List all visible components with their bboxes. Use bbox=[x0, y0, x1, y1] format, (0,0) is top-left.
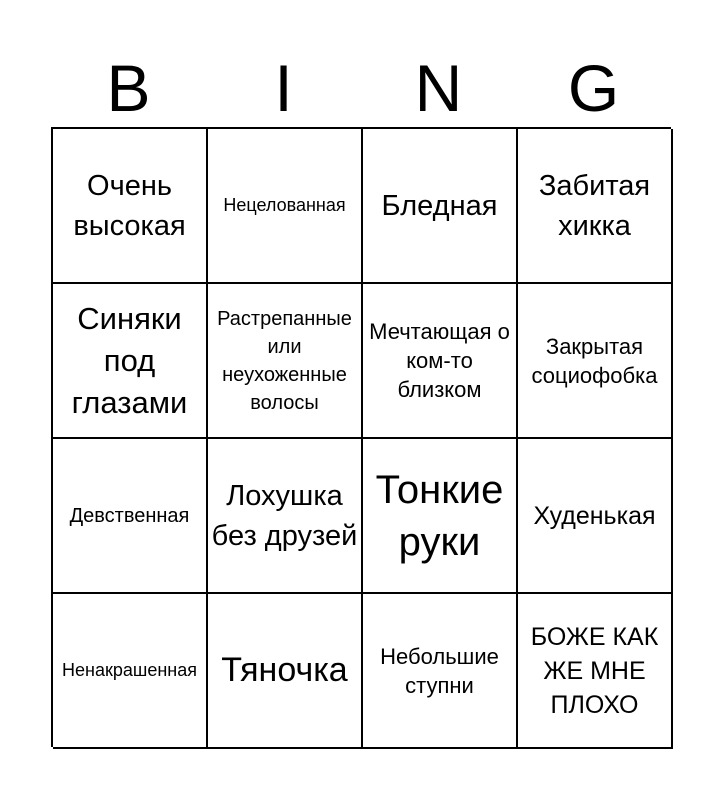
bingo-cell-label: Небольшие ступни bbox=[380, 643, 499, 698]
bingo-cell[interactable] bbox=[363, 284, 518, 439]
header-letter-n: N bbox=[414, 51, 463, 125]
bingo-cell[interactable] bbox=[518, 129, 673, 284]
bingo-cell-label: Тяночка bbox=[221, 651, 348, 689]
bingo-cell[interactable] bbox=[208, 129, 363, 284]
header-letter-i: I bbox=[274, 51, 293, 125]
bingo-cell-label: Ненакрашенная bbox=[62, 660, 197, 680]
bingo-cell-label: Мечтающая о ком-то близком bbox=[369, 319, 510, 402]
bingo-cell-label: Синяки под глазами bbox=[71, 300, 188, 420]
bingo-cell-label: Тонкие руки bbox=[375, 467, 504, 564]
bingo-cell[interactable] bbox=[53, 284, 208, 439]
bingo-cell-label: Растрепанные или неухоженные волосы bbox=[217, 307, 352, 414]
bingo-cell[interactable] bbox=[363, 129, 518, 284]
bingo-cell[interactable] bbox=[53, 439, 208, 594]
bingo-cell[interactable] bbox=[208, 439, 363, 594]
bingo-cell[interactable] bbox=[53, 594, 208, 749]
bingo-cell[interactable] bbox=[518, 284, 673, 439]
bingo-cell-label: Забитая хикка bbox=[538, 169, 651, 242]
bingo-cell[interactable] bbox=[363, 439, 518, 594]
bingo-cell-label: БОЖЕ КАК ЖЕ МНЕ ПЛОХО bbox=[530, 622, 659, 719]
bingo-cell[interactable] bbox=[208, 594, 363, 749]
bingo-header bbox=[51, 50, 671, 126]
header-letter-g: G bbox=[567, 51, 620, 125]
bingo-cell[interactable] bbox=[363, 594, 518, 749]
bingo-cell-label: Худенькая bbox=[533, 501, 656, 530]
bingo-cell[interactable] bbox=[53, 129, 208, 284]
bingo-cell[interactable] bbox=[518, 439, 673, 594]
bingo-cell-label: Лохушка без друзей bbox=[211, 479, 358, 552]
bingo-cell[interactable] bbox=[208, 284, 363, 439]
header-letter-b: B bbox=[106, 51, 151, 125]
bingo-cell-label: Нецелованная bbox=[223, 195, 346, 215]
bingo-cell-label: Девственная bbox=[69, 504, 190, 527]
bingo-cell[interactable] bbox=[518, 594, 673, 749]
bingo-board bbox=[51, 127, 671, 747]
bingo-cell-label: Закрытая социофобка bbox=[531, 333, 658, 388]
bingo-cell-label: Бледная bbox=[381, 189, 498, 222]
bingo-cell-label: Очень высокая bbox=[73, 169, 186, 242]
